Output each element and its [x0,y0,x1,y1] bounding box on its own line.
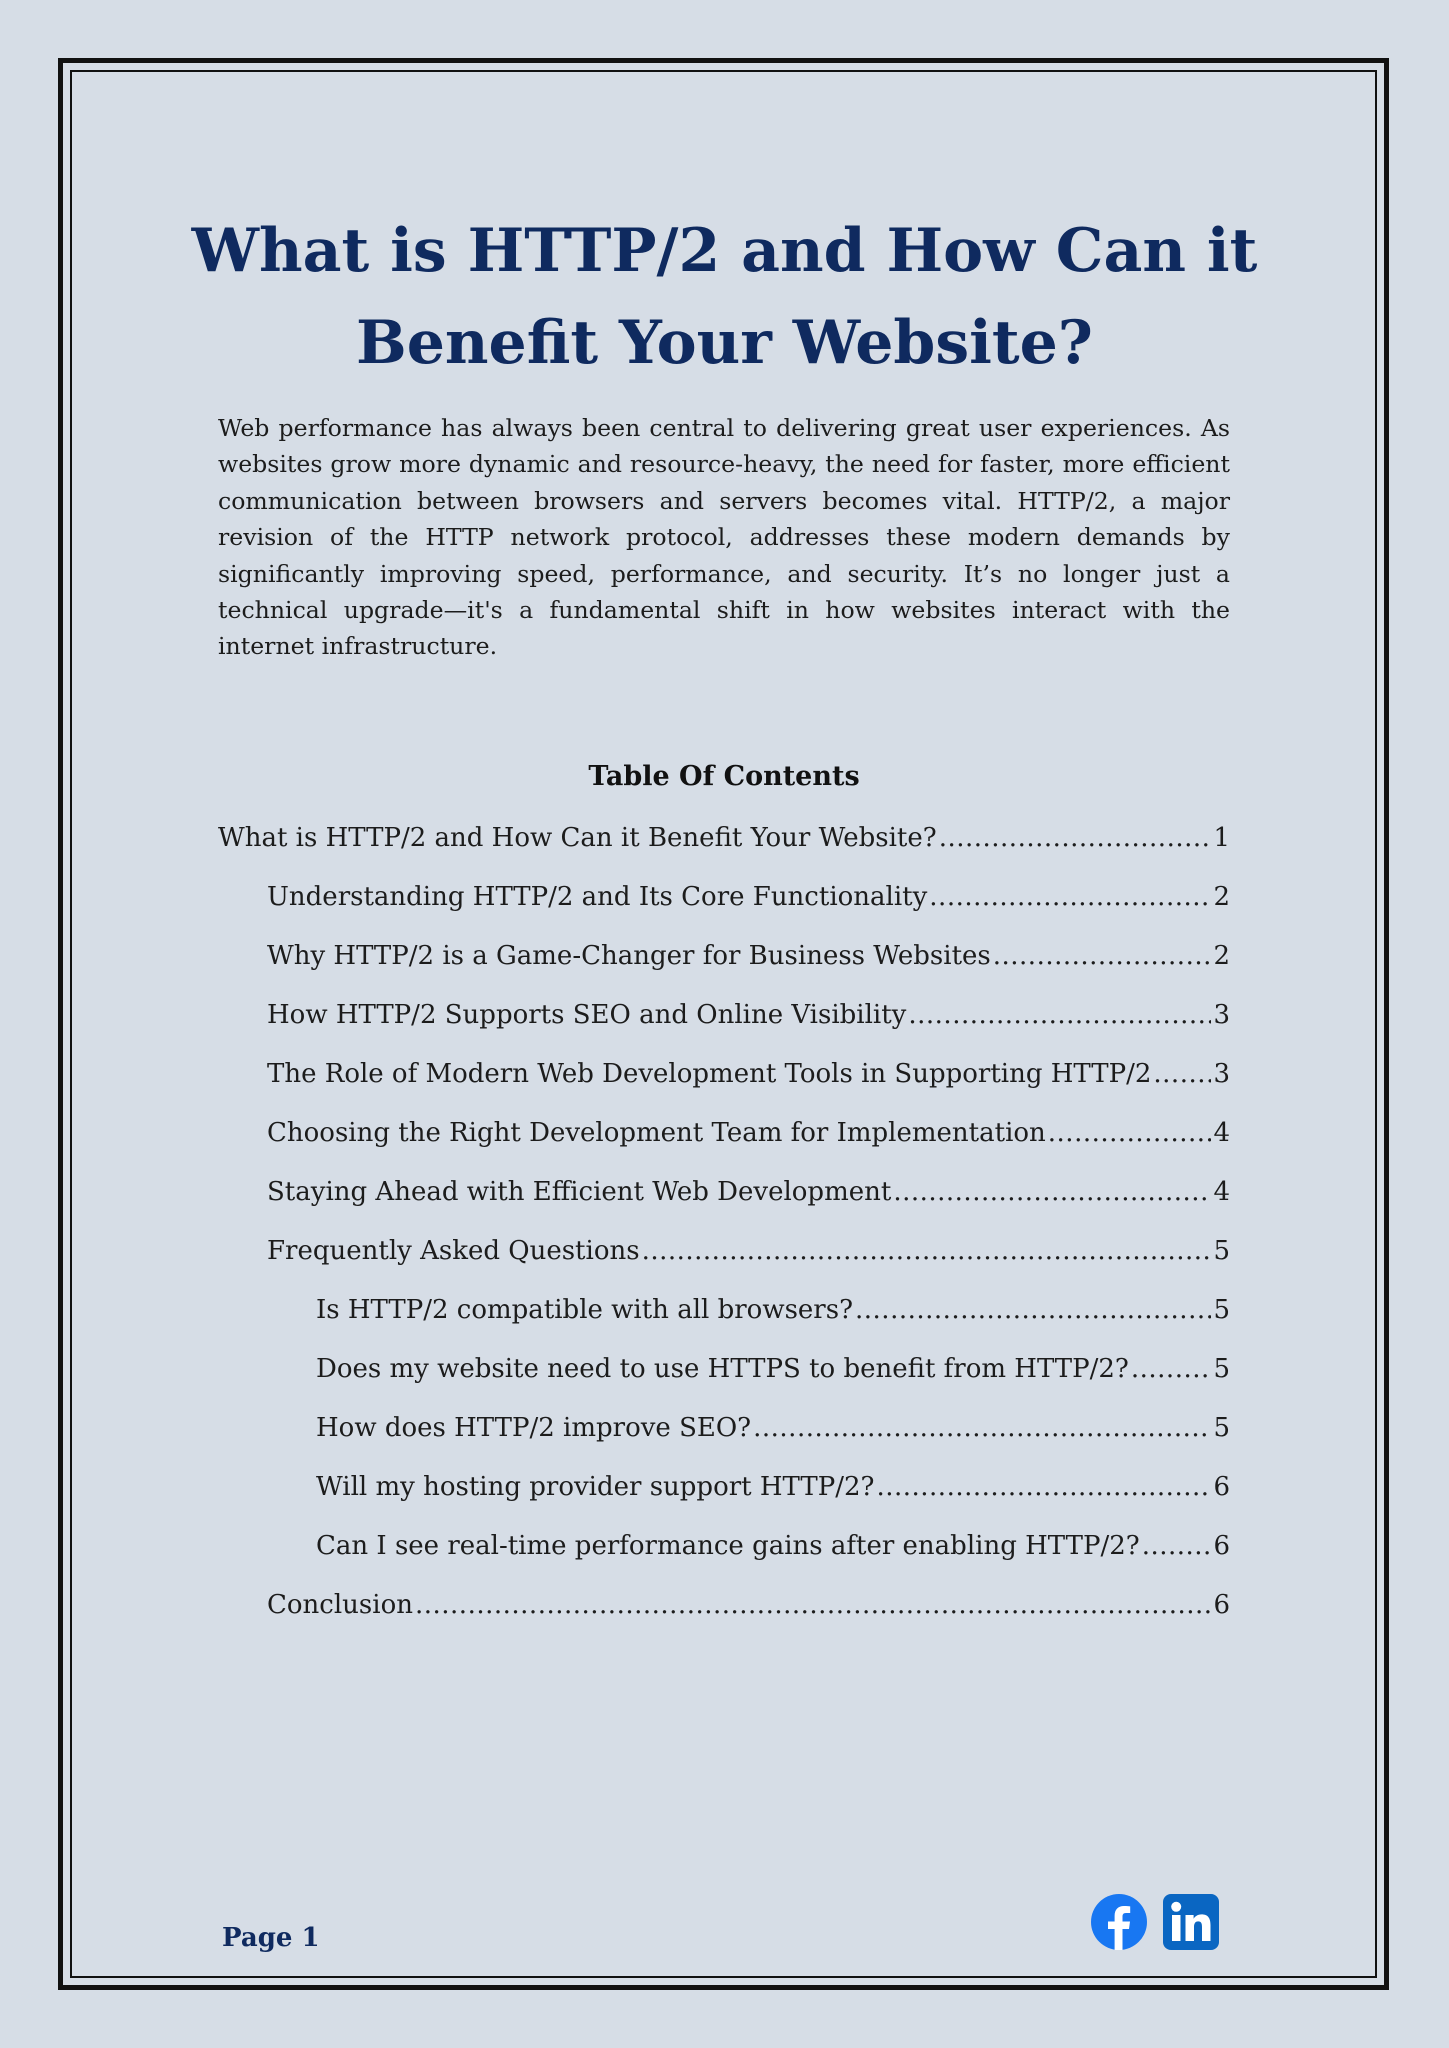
toc-entry[interactable] [267,937,1230,975]
toc-heading: Table Of Contents [588,761,860,792]
page-number-label: Page 1 [222,1923,320,1953]
toc-entry[interactable] [267,1114,1230,1152]
toc-entry-page: 3 [1213,1059,1230,1089]
toc-entry[interactable] [316,1350,1230,1388]
toc-entry[interactable] [316,1468,1230,1506]
toc-leader-dots [855,1291,1211,1329]
toc-entry-page: 6 [1213,1531,1230,1561]
facebook-icon[interactable] [1091,1894,1147,1954]
toc-entry-page: 5 [1213,1295,1230,1325]
toc-leader-dots [1048,1114,1212,1152]
toc-entry-title: How does HTTP/2 improve SEO? [316,1413,752,1443]
toc-entry[interactable] [267,1232,1230,1270]
toc-entry-page: 1 [1213,823,1230,853]
toc-entry-page: 6 [1213,1590,1230,1620]
toc-entry-title: Choosing the Right Development Team for Implementation [267,1118,1046,1148]
toc-leader-dots [929,878,1211,916]
toc-entry[interactable] [316,1409,1230,1447]
page-title: What is HTTP/2 and How Can it Benefit Your Website? [191,216,1258,378]
toc-entry-title: Will my hosting provider support HTTP/2? [316,1472,875,1502]
toc-entry-title: Conclusion [267,1590,413,1620]
toc-leader-dots [893,1173,1211,1211]
toc-entry-page: 5 [1213,1354,1230,1384]
toc-entry[interactable] [316,1527,1230,1565]
toc-leader-dots [908,996,1211,1034]
linkedin-icon[interactable] [1163,1894,1219,1954]
toc-leader-dots [1142,1527,1212,1565]
toc-leader-dots [993,937,1212,975]
toc-entry-page: 4 [1213,1118,1230,1148]
toc-entry-title: Does my website need to use HTTPS to benefit from HTTP/2? [316,1354,1129,1384]
toc-entry[interactable] [267,878,1230,916]
toc-entry-title: Is HTTP/2 compatible with all browsers? [316,1295,854,1325]
toc-entry-page: 2 [1213,941,1230,971]
toc-entry-title: Can I see real-time performance gains after enabling HTTP/2? [316,1531,1140,1561]
toc-leader-dots [753,1409,1211,1447]
toc-entry-page: 2 [1213,882,1230,912]
toc-entry-title: Understanding HTTP/2 and Its Core Functionality [267,882,928,912]
toc-entry[interactable] [267,1055,1230,1093]
toc-entry-page: 5 [1213,1236,1230,1266]
toc-entry-title: The Role of Modern Web Development Tools in Supporting HTTP/2 [267,1059,1152,1089]
toc-leader-dots [1153,1055,1211,1093]
toc-entry-title: How HTTP/2 Supports SEO and Online Visibility [267,1000,907,1030]
toc-entry-page: 5 [1213,1413,1230,1443]
toc-entry-title: What is HTTP/2 and How Can it Benefit Your Website? [218,823,937,853]
toc-leader-dots [642,1232,1212,1270]
toc-entry-title: Staying Ahead with Efficient Web Development [267,1177,892,1207]
toc-entry[interactable] [267,1173,1230,1211]
toc-entry-page: 4 [1213,1177,1230,1207]
toc-entry-title: Why HTTP/2 is a Game-Changer for Business Websites [267,941,991,971]
toc-entry[interactable] [316,1291,1230,1329]
toc-entry[interactable] [218,819,1230,857]
toc-entry-title: Frequently Asked Questions [267,1236,640,1266]
toc-entry[interactable] [267,996,1230,1034]
intro-paragraph: Web performance has always been central to delivering great user experiences. As websites grow more dynamic and resource-heavy, the need for faster, more efficient communication between browsers and servers becomes vital. HTTP/2, a major revision of the HTTP network protocol, addresses these modern demands by significantly improving speed, performance, and security. It’s no longer just a technical upgrade—it's a fundamental shift in how websites interact with the internet infrastructure. [218,414,1230,661]
toc-leader-dots [1131,1350,1212,1388]
toc-leader-dots [415,1586,1211,1624]
toc-entry-page: 6 [1213,1472,1230,1502]
toc-leader-dots [939,819,1212,857]
toc-leader-dots [876,1468,1211,1506]
toc-entry[interactable] [267,1586,1230,1624]
toc-entry-page: 3 [1213,1000,1230,1030]
